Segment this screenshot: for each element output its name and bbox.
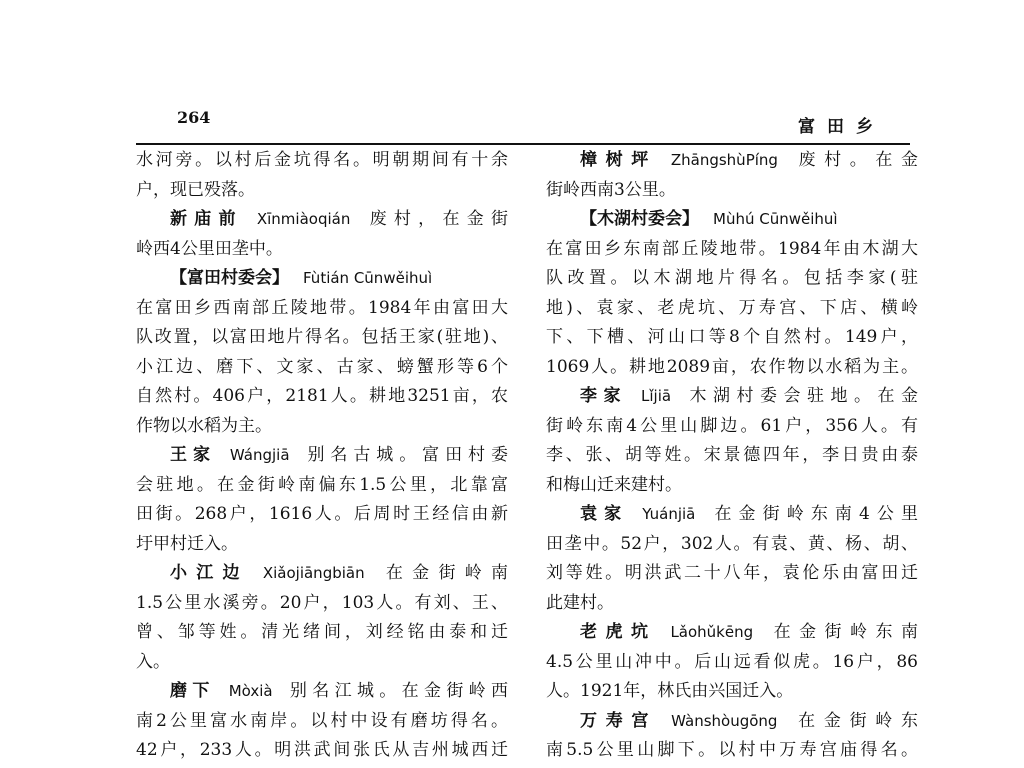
pinyin: Wànshòugōng bbox=[671, 711, 778, 730]
text-line: 和梅山迁来建村。 bbox=[546, 474, 682, 495]
entry-text: 在金街岭南 bbox=[376, 563, 509, 583]
entry-zhangshuping bbox=[546, 146, 918, 176]
text-line: 人。1921年，林氏由兴国迁入。 bbox=[546, 681, 794, 701]
pinyin: Mòxià bbox=[228, 682, 273, 700]
header-rule bbox=[136, 143, 910, 145]
headword: 老虎坑 bbox=[580, 622, 657, 642]
text-line: 入。 bbox=[136, 651, 170, 672]
entry-text: 在金街岭东南 bbox=[765, 622, 918, 642]
headword: 袁家 bbox=[580, 504, 629, 524]
text-line: 1.5公里水溪旁。20户，103人。有刘、王、 bbox=[136, 592, 508, 613]
entry-xiaojiangbian bbox=[136, 559, 508, 589]
pinyin: Xiǎojiāngbiān bbox=[262, 564, 365, 582]
text-line: 南5.5公里山脚下。以村中万寿宫庙得名。 bbox=[546, 740, 918, 760]
headword: 李家 bbox=[580, 386, 627, 406]
text-line: 圩甲村迁入。 bbox=[136, 533, 238, 554]
pinyin: Fùtián Cūnwěihuì bbox=[303, 269, 433, 287]
entry-futian-village-committee bbox=[136, 264, 508, 294]
left-column bbox=[136, 146, 508, 766]
entry-text: 别名江城。在金街岭西 bbox=[284, 681, 509, 701]
text-line: 下、下槽、河山口等8个自然村。149户， bbox=[546, 327, 918, 347]
headword: 小江边 bbox=[170, 563, 249, 583]
text-line: 岭西4公里田垄中。 bbox=[136, 238, 283, 259]
text-line: 地)、袁家、老虎坑、万寿宫、下店、横岭 bbox=[546, 297, 918, 318]
entry-text: 在金街岭东南4公里 bbox=[707, 504, 918, 524]
text-line: 田垄中。52户，302人。有袁、黄、杨、胡、 bbox=[546, 533, 918, 554]
entry-text: 废村，在金街 bbox=[362, 209, 509, 229]
entry-wanshougong bbox=[546, 707, 918, 737]
headword: 【木湖村委会】 bbox=[580, 209, 699, 229]
headword: 【富田村委会】 bbox=[170, 268, 289, 288]
entry-lijia bbox=[546, 382, 918, 412]
text-line: 1069人。耕地2089亩，农作物以水稻为主。 bbox=[546, 356, 918, 377]
headword: 樟树坪 bbox=[580, 150, 657, 170]
text-line: 自然村。406户，2181人。耕地3251亩，农 bbox=[136, 386, 508, 406]
entry-text: 木湖村委会驻地。在金 bbox=[683, 386, 919, 406]
text-line: 小江边、磨下、文家、古家、螃蟹形等6个 bbox=[136, 356, 508, 377]
entry-text: 别名古城。富田村委 bbox=[301, 445, 509, 465]
pinyin: Wángjiā bbox=[229, 446, 290, 464]
text-line: 队改置。以木湖地片得名。包括李家(驻 bbox=[546, 268, 918, 288]
section-title: 富田乡 bbox=[798, 117, 885, 137]
pinyin: Yuánjiā bbox=[642, 505, 696, 523]
text-line: 户，现已殁落。 bbox=[136, 179, 255, 200]
right-column bbox=[546, 146, 918, 766]
entry-xinmiaoqian bbox=[136, 205, 508, 235]
headword: 新庙前 bbox=[170, 209, 243, 229]
entry-text: 在金街岭东 bbox=[789, 710, 919, 731]
text-line: 水河旁。以村后金坑得名。明朝期间有十余 bbox=[136, 150, 508, 170]
entry-yuanjia bbox=[546, 500, 918, 530]
text-line: 李、张、胡等姓。宋景德四年，李日贵由泰 bbox=[546, 445, 918, 465]
text-line: 在富田乡西南部丘陵地带。1984年由富田大 bbox=[136, 297, 508, 318]
text-line: 此建村。 bbox=[546, 592, 614, 613]
headword: 王家 bbox=[170, 445, 216, 465]
entry-text: 废村。在金 bbox=[789, 150, 919, 170]
text-line: 刘等姓。明洪武二十八年，袁伦乐由富田迁 bbox=[546, 563, 918, 583]
text-line: 作物以水稻为主。 bbox=[136, 415, 272, 436]
text-line: 街岭西南3公里。 bbox=[546, 179, 676, 200]
entry-moxia bbox=[136, 677, 508, 707]
text-line: 4.5公里山冲中。后山远看似虎。16户，86 bbox=[546, 651, 918, 672]
text-line: 曾、邹等姓。清光绪间，刘经铭由泰和迁 bbox=[136, 622, 508, 642]
text-line: 田街。268户，1616人。后周时王经信由新 bbox=[136, 504, 508, 524]
page-number: 264 bbox=[177, 108, 211, 127]
pinyin: Mùhú Cūnwěihuì bbox=[713, 210, 838, 228]
pinyin: Xīnmiàoqián bbox=[256, 210, 351, 228]
entry-muhu-village-committee bbox=[546, 205, 918, 235]
headword: 万寿宫 bbox=[580, 710, 658, 731]
pinyin: ZhāngshùPíng bbox=[670, 151, 778, 169]
headword: 磨下 bbox=[170, 681, 215, 701]
entry-wangjia bbox=[136, 441, 508, 471]
text-line: 街岭东南4公里山脚边。61户，356人。有 bbox=[546, 415, 918, 436]
text-line: 42户，233人。明洪武间张氏从吉州城西迁 bbox=[136, 740, 508, 760]
text-line: 会驻地。在金街岭南偏东1.5公里，北靠富 bbox=[136, 474, 508, 495]
text-line: 队改置，以富田地片得名。包括王家(驻地)、 bbox=[136, 327, 508, 347]
text-line: 南2公里富水南岸。以村中设有磨坊得名。 bbox=[136, 710, 508, 731]
pinyin: Lǎohǔkēng bbox=[670, 623, 754, 641]
pinyin: Lǐjiā bbox=[641, 387, 672, 405]
entry-laohukeng bbox=[546, 618, 918, 648]
text-line: 在富田乡东南部丘陵地带。1984年由木湖大 bbox=[546, 238, 918, 259]
